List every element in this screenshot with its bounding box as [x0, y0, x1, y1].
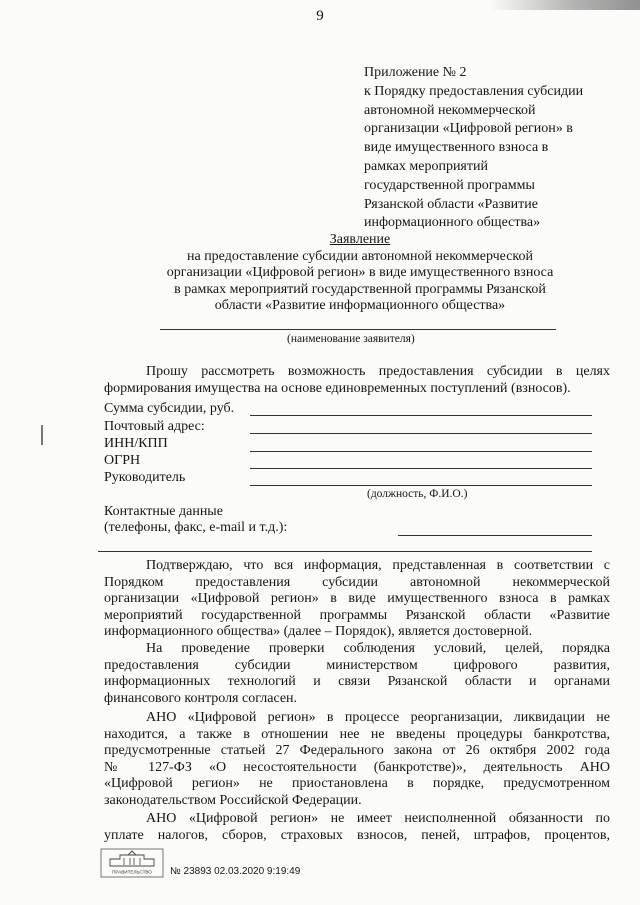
head-caption: (должность, Ф.И.О.)	[367, 488, 468, 500]
inn-kpp-label: ИНН/КПП	[104, 436, 168, 451]
paragraph-line: «Цифровой регион» не приостановлена в порядке, предусмотренном	[104, 776, 610, 792]
paragraph-line: № 127-ФЗ «О несостоятельности (банкротстве)», деятельность АНО	[104, 759, 610, 775]
appendix-line: виде имущественного взноса в	[364, 140, 549, 156]
paragraph-line: находится, а также в отношении нее не введены процедуры банкротства,	[104, 726, 610, 742]
government-stamp-icon	[100, 848, 164, 878]
title-heading: Заявление	[329, 232, 391, 247]
paragraph-line: финансового контроля согласен.	[104, 690, 298, 706]
stamp-caption: ПРАВИТЕЛЬСТВО	[112, 869, 152, 875]
appendix-line: к Порядку предоставления субсидии	[364, 83, 584, 99]
paragraph-line: уплате налогов, сборов, страховых взносов, пеней, штрафов, процентов,	[104, 827, 610, 843]
paragraph-line: организации «Цифровой регион» в виде имущественного взноса в рамках	[104, 591, 610, 607]
paragraph-line: информационных технологий и связи Рязанской области и органами	[104, 674, 610, 690]
contacts-sublabel: (телефоны, факс, e-mail и т.д.):	[104, 520, 288, 535]
title-line: области «Развитие информационного общества»	[214, 298, 506, 313]
paragraph-line: На проведение проверки соблюдения условий, целей, порядка	[146, 641, 610, 656]
scan-margin-mark	[41, 425, 43, 445]
applicant-name-line	[160, 329, 556, 330]
contacts-line	[398, 535, 592, 536]
subsidy-amount-line	[250, 415, 592, 416]
appendix-reference	[364, 64, 624, 233]
appendix-line: информационного общества»	[364, 215, 541, 231]
paragraph-line: АНО «Цифровой регион» не имеет неисполненной обязанности по	[146, 811, 610, 826]
postal-address-line	[250, 433, 592, 434]
paragraph-line: Порядком предоставления субсидии автономной некоммерческой	[104, 574, 610, 590]
paragraph-line: формирования имущества на основе единовременных поступлений (взносов).	[104, 380, 571, 396]
paragraph-line: АНО «Цифровой регион» в процессе реорганизации, ликвидации не	[146, 710, 610, 725]
appendix-line: организации «Цифровой регион» в	[364, 121, 573, 137]
reorganization-paragraph	[104, 710, 610, 810]
registration-number: № 23893 02.03.2020 9:19:49	[170, 866, 301, 877]
page-number: 9	[316, 8, 324, 24]
appendix-line: автономной некоммерческой	[364, 102, 536, 118]
paragraph-line: Подтверждаю, что вся информация, представленная в соответствии с	[146, 558, 610, 573]
appendix-line: Рязанской области «Развитие	[364, 196, 538, 212]
tax-obligations-paragraph	[104, 811, 610, 844]
document-title	[60, 232, 640, 315]
subsidy-amount-label: Сумма субсидии, руб.	[104, 401, 235, 416]
postal-address-label: Почтовый адрес:	[104, 419, 205, 434]
head-label: Руководитель	[104, 470, 186, 485]
contacts-label: Контактные данные	[104, 504, 223, 519]
contacts-full-line	[98, 551, 592, 552]
title-line: организации «Цифровой регион» в виде имущественного взноса	[166, 265, 554, 280]
paragraph-line: законодательством Российской Федерации.	[104, 792, 362, 808]
request-paragraph	[104, 364, 610, 397]
inspection-consent-paragraph	[104, 641, 610, 707]
appendix-line: государственной программы	[364, 177, 535, 193]
ogrn-label: ОГРН	[104, 453, 141, 468]
title-line: на предоставление субсидии автономной некоммерческой	[186, 248, 533, 264]
applicant-caption: (наименование заявителя)	[287, 333, 415, 345]
paragraph-line: предоставления субсидии министерством цифрового развития,	[104, 657, 610, 673]
paragraph-line: предусмотренные статьей 27 Федерального закона от 26 октября 2002 года	[104, 743, 610, 759]
confirmation-paragraph	[104, 558, 610, 641]
head-line	[250, 485, 592, 486]
paragraph-line: мероприятий государственной программы Рязанской области «Развитие	[104, 607, 610, 623]
title-line: в рамках мероприятий государственной программы Рязанской	[174, 281, 546, 297]
paragraph-line: Прошу рассмотреть возможность предоставления субсидии в целях	[146, 364, 610, 379]
appendix-line: рамках мероприятий	[364, 158, 488, 174]
ogrn-line	[250, 468, 592, 469]
paragraph-line: информационного общества» (далее – Порядок), является достоверной.	[104, 624, 533, 640]
appendix-line: Приложение № 2	[364, 65, 467, 80]
inn-kpp-line	[250, 451, 592, 452]
